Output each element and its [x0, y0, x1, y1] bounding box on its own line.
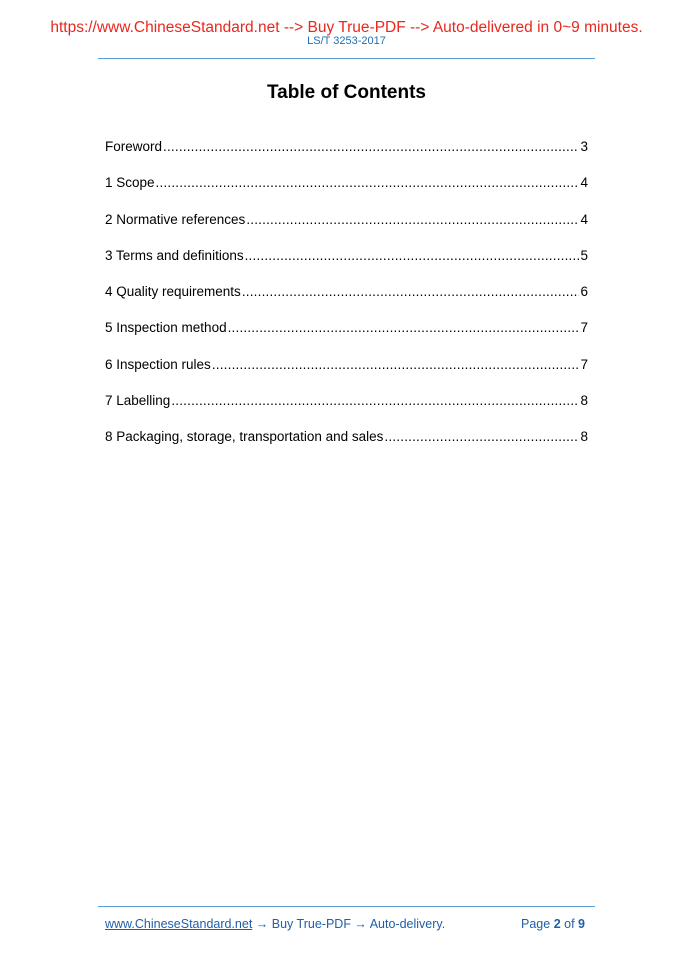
page-footer — [105, 916, 585, 934]
toc-entry-label: 1 Scope — [105, 175, 155, 191]
toc-entry-page: 7 — [580, 356, 588, 372]
dot-leader — [163, 138, 579, 156]
total-page-count: 9 — [578, 917, 585, 931]
dot-leader — [171, 392, 579, 410]
toc-entry-page: 7 — [580, 320, 588, 336]
dot-leader — [384, 428, 579, 446]
toc-entry-label: 3 Terms and definitions — [105, 247, 244, 263]
footer-divider — [98, 906, 595, 907]
toc-entry-page: 8 — [580, 393, 588, 409]
toc-entry-inspection-rules[interactable] — [105, 356, 588, 392]
toc-entry-page: 4 — [580, 211, 588, 227]
dot-leader — [156, 174, 580, 192]
dot-leader — [212, 356, 580, 374]
toc-entry-quality-requirements[interactable] — [105, 283, 588, 319]
toc-entry-label: 2 Normative references — [105, 211, 246, 227]
current-page-number: 2 — [553, 917, 561, 931]
toc-entry-page: 6 — [580, 284, 588, 300]
header-divider — [98, 58, 595, 59]
toc-entry-page: 4 — [580, 175, 588, 191]
dot-leader — [246, 211, 579, 229]
toc-entry-page: 5 — [580, 247, 588, 263]
toc-entry-terms-and-definitions[interactable] — [105, 247, 588, 283]
of-word: of — [564, 917, 575, 931]
toc-entry-scope[interactable] — [105, 174, 588, 210]
promo-banner[interactable]: https://www.ChineseStandard.net --> Buy True-PDF --> Auto-delivered in 0~9 minutes. — [50, 19, 643, 36]
dot-leader — [242, 283, 580, 301]
table-of-contents — [105, 138, 588, 465]
site-link[interactable]: www.ChineseStandard.net — [105, 917, 253, 931]
footer-promo — [105, 916, 445, 932]
toc-entry-label: 4 Quality requirements — [105, 284, 241, 300]
toc-entry-normative-references[interactable] — [105, 211, 588, 247]
toc-entry-page: 8 — [580, 429, 588, 445]
toc-entry-label: 7 Labelling — [105, 393, 171, 409]
document-code: LS/T 3253-2017 — [307, 35, 386, 47]
toc-entry-label: 5 Inspection method — [105, 320, 227, 336]
toc-entry-label: 8 Packaging, storage, transportation and sales — [105, 429, 384, 445]
page-indicator — [521, 916, 585, 932]
toc-entry-labelling[interactable] — [105, 392, 588, 428]
toc-entry-foreword[interactable] — [105, 138, 588, 174]
toc-entry-page: 3 — [580, 139, 588, 154]
dot-leader — [245, 247, 580, 265]
footer-tagline: → Buy True-PDF → Auto-delivery. — [255, 917, 446, 931]
toc-title: Table of Contents — [266, 82, 427, 103]
toc-entry-label: Foreword — [105, 139, 163, 154]
page-word: Page — [521, 917, 551, 931]
toc-entry-inspection-method[interactable] — [105, 319, 588, 355]
toc-entry-packaging-storage-transportation-sales[interactable] — [105, 428, 588, 464]
toc-entry-label: 6 Inspection rules — [105, 356, 211, 372]
dot-leader — [228, 319, 580, 337]
